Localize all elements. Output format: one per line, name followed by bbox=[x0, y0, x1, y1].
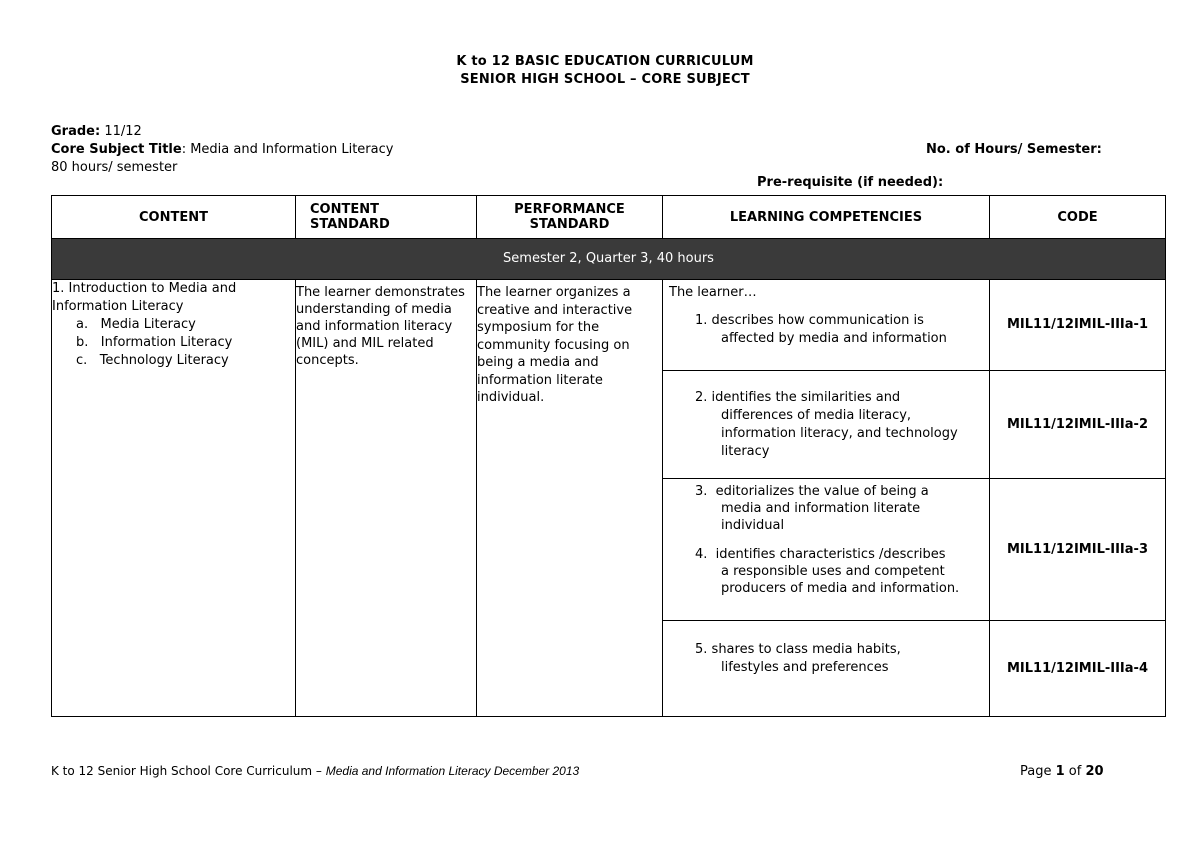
competency-3-4 bbox=[663, 479, 990, 621]
subject-label: Core Subject Title bbox=[51, 142, 182, 157]
content-standard-cell: The learner demonstrates understanding of media and information literacy (MIL) and MIL related concepts. bbox=[296, 280, 477, 717]
header-code: CODE bbox=[990, 196, 1166, 239]
grade-label: Grade: bbox=[51, 124, 101, 139]
header-performance-standard-line1: PERFORMANCE bbox=[514, 202, 625, 217]
semester-label: Semester 2, Quarter 3, 40 hours bbox=[52, 239, 1166, 280]
competency-4: 4. identifies characteristics /describes a responsible uses and competent producers of media and information. bbox=[695, 547, 960, 596]
header-performance-standard-line2: STANDARD bbox=[529, 217, 610, 232]
code-cell: MIL11/12IMIL-IIIa-2 bbox=[990, 371, 1166, 479]
code-cell: MIL11/12IMIL-IIIa-3 bbox=[990, 479, 1166, 621]
prerequisite-label: Pre-requisite (if needed): bbox=[757, 175, 944, 190]
subject-line bbox=[51, 142, 393, 158]
document-subtitle: SENIOR HIGH SCHOOL – CORE SUBJECT bbox=[460, 72, 750, 87]
header-content-standard bbox=[296, 196, 477, 239]
semester-row bbox=[52, 239, 1166, 280]
content-subitems bbox=[52, 316, 295, 370]
list-item: a. Media Literacy bbox=[76, 317, 196, 332]
footer-italic-text: Media and Information Literacy December 2013 bbox=[325, 764, 580, 778]
learner-intro: The learner… bbox=[669, 285, 757, 300]
grade-value: 11/12 bbox=[100, 124, 142, 139]
curriculum-table bbox=[51, 195, 1166, 717]
document-title: K to 12 BASIC EDUCATION CURRICULUM bbox=[456, 54, 754, 69]
competency-5: 5. shares to class media habits, lifestyles and preferences bbox=[663, 621, 990, 717]
content-cell bbox=[52, 280, 296, 717]
content-main: 1. Introduction to Media and Information Literacy bbox=[52, 281, 237, 314]
competency-cell bbox=[663, 280, 990, 371]
page-number: Page 1 of 20 bbox=[1020, 764, 1104, 779]
header-learning-competencies: LEARNING COMPETENCIES bbox=[663, 196, 990, 239]
header-row bbox=[52, 196, 1166, 239]
performance-standard-cell: The learner organizes a creative and interactive symposium for the community focusing on being a media and information literate individual. bbox=[477, 280, 663, 717]
table-row bbox=[52, 280, 1166, 371]
footer-text: K to 12 Senior High School Core Curriculum – bbox=[51, 764, 326, 778]
competency-1: 1. describes how communication is affected by media and information bbox=[695, 313, 947, 346]
code-cell: MIL11/12IMIL-IIIa-4 bbox=[990, 621, 1166, 717]
code-cell: MIL11/12IMIL-IIIa-1 bbox=[990, 280, 1166, 371]
list-item: b. Information Literacy bbox=[76, 335, 233, 350]
competency-3: 3. editorializes the value of being a media and information literate individual bbox=[695, 484, 929, 533]
grade-line bbox=[51, 124, 142, 140]
hours-value: 80 hours/ semester bbox=[51, 160, 178, 175]
header-performance-standard bbox=[477, 196, 663, 239]
subject-value: : Media and Information Literacy bbox=[181, 142, 394, 157]
header-content: CONTENT bbox=[52, 196, 296, 239]
hours-label: No. of Hours/ Semester: bbox=[926, 142, 1102, 157]
header-content-standard-line1: CONTENT bbox=[310, 202, 379, 217]
competency-2: 2. identifies the similarities and differences of media literacy, information literacy, and technology literacy bbox=[663, 371, 990, 479]
footer-left bbox=[51, 764, 579, 778]
header-content-standard-line2: STANDARD bbox=[310, 217, 390, 232]
list-item: c. Technology Literacy bbox=[76, 353, 229, 368]
